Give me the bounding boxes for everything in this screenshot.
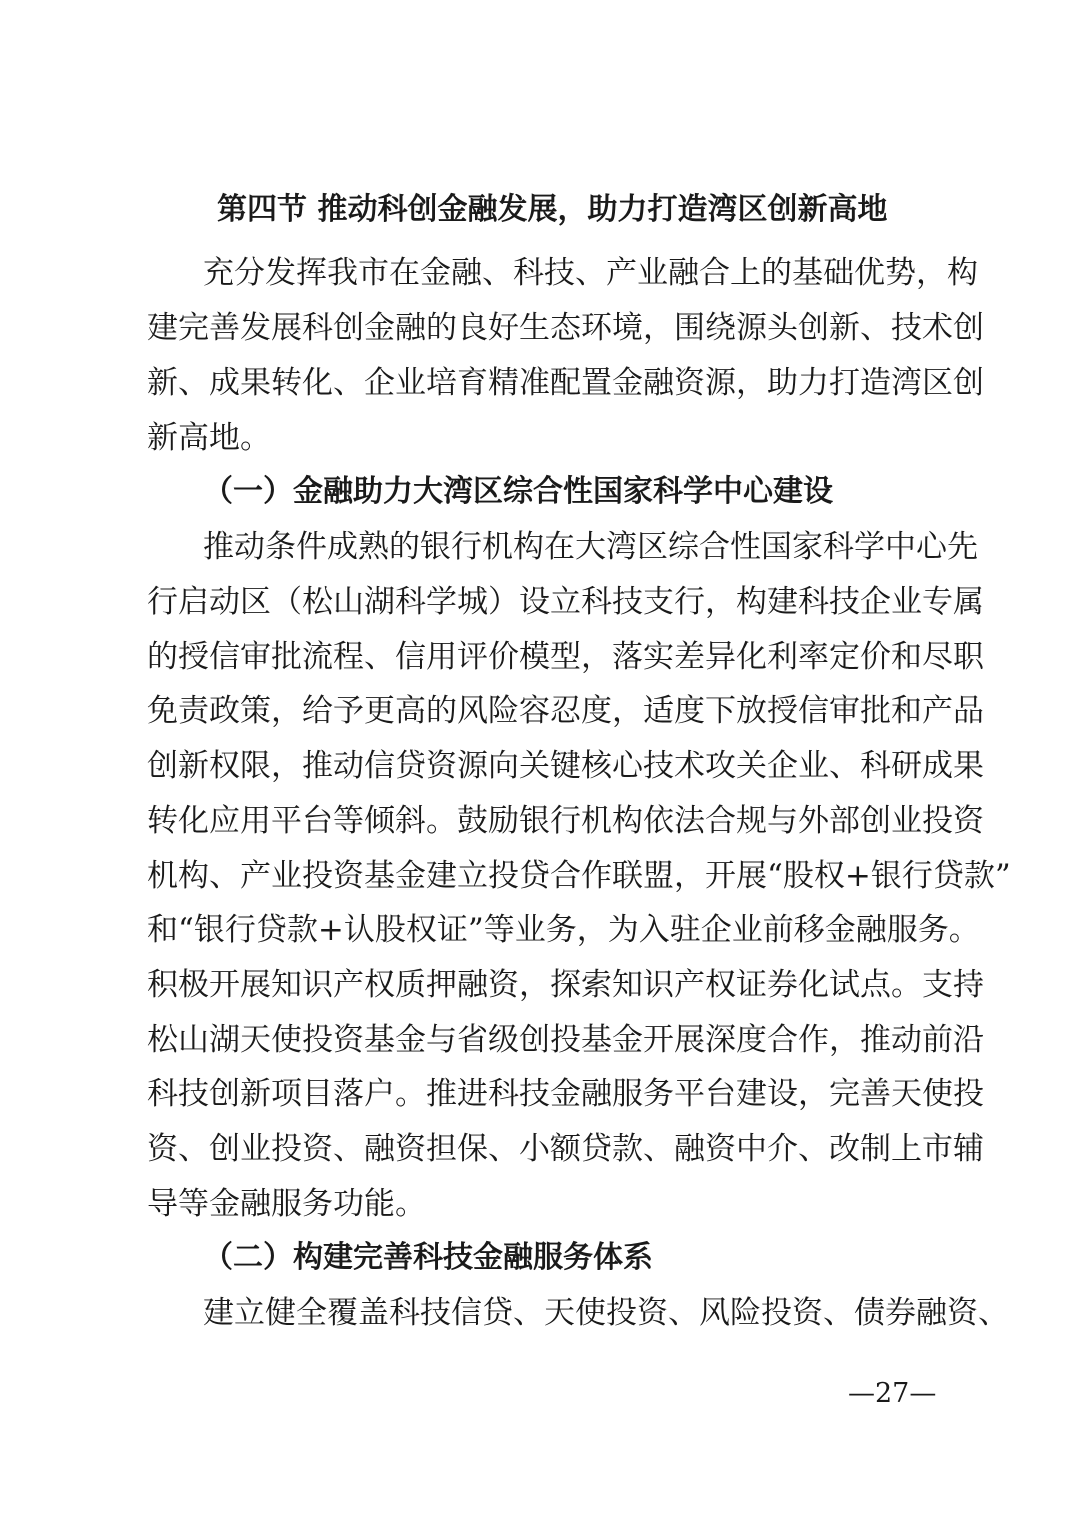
sub1-line-10: 松 山 湖 天 使 投 资 基 金 与 省 级 创 投 基 金 开 展 深 度 合 作 ， 推 动 前 沿: [147, 1022, 984, 1058]
sub1-line-12: 资 、 创 业 投 资 、 融 资 担 保 、 小 额 贷 款 、 融 资 中 介 、 改 制 上 市 辅: [147, 1131, 984, 1167]
sub1-line-3: 的 授 信 审 批 流 程 、 信 用 评 价 模 型 ， 落 实 差 异 化 利 率 定 价 和 尽 职: [147, 639, 984, 675]
sub1-line-4: 免 责 政 策 ， 给 予 更 高 的 风 险 容 忍 度 ， 适 度 下 放 授 信 审 批 和 产 品: [147, 693, 984, 729]
intro-line-2: 建 完 善 发 展 科 创 金 融 的 良 好 生 态 环 境 ， 围 绕 源 头 创 新 、 技 术 创: [147, 310, 984, 346]
sub1-line-9: 积 极 开 展 知 识 产 权 质 押 融 资 ， 探 索 知 识 产 权 证 券 化 试 点 。 支 持: [147, 967, 984, 1003]
sub1-line-7: 机 构 、 产 业 投 资 基 金 建 立 投 贷 合 作 联 盟 ， 开 展 “ 股 权 + 银 行 贷 款 ”: [147, 858, 1011, 894]
sub1-line-11: 科 技 创 新 项 目 落 户 。 推 进 科 技 金 融 服 务 平 台 建 设 ， 完 善 天 使 投: [147, 1076, 984, 1112]
subsection-1-heading: （一）金融助力大湾区综合性国家科学中心建设: [203, 474, 833, 509]
sub1-line-13: 导等金融服务功能。: [147, 1186, 426, 1222]
intro-line-1: 充 分 发 挥 我 市 在 金 融 、 科 技 、 产 业 融 合 上 的 基 础 优 势 ， 构: [203, 255, 978, 291]
subsection-2-heading: （二）构建完善科技金融服务体系: [203, 1240, 653, 1275]
section-title: 第四节 推动科创金融发展，助力打造湾区创新高地: [217, 192, 888, 227]
sub1-line-2: 行 启 动 区 （ 松 山 湖 科 学 城 ） 设 立 科 技 支 行 ， 构 建 科 技 企 业 专 属: [147, 584, 984, 620]
page-number: —27—: [848, 1378, 937, 1409]
intro-line-4: 新高地。: [147, 420, 271, 456]
sub1-line-1: 推动条件成熟的银行机构在大湾区综合性国家科学中心先: [203, 529, 978, 565]
sub1-line-5: 创 新 权 限 ， 推 动 信 贷 资 源 向 关 键 核 心 技 术 攻 关 企 业 、 科 研 成 果: [147, 748, 984, 784]
intro-line-3: 新 、 成 果 转 化 、 企 业 培 育 精 准 配 置 金 融 资 源 ， 助 力 打 造 湾 区 创: [147, 365, 984, 401]
sub1-line-8: 和 “ 银 行 贷 款 + 认 股 权 证 ” 等 业 务 ， 为 入 驻 企 业 前 移 金 融 服 务 。: [147, 912, 980, 948]
sub1-line-6: 转 化 应 用 平 台 等 倾 斜 。 鼓 励 银 行 机 构 依 法 合 规 与 外 部 创 业 投 资: [147, 803, 984, 839]
sub2-line-1: 建立健全覆盖科技信贷、天使投资、风险投资、债券融资、: [203, 1295, 1009, 1331]
